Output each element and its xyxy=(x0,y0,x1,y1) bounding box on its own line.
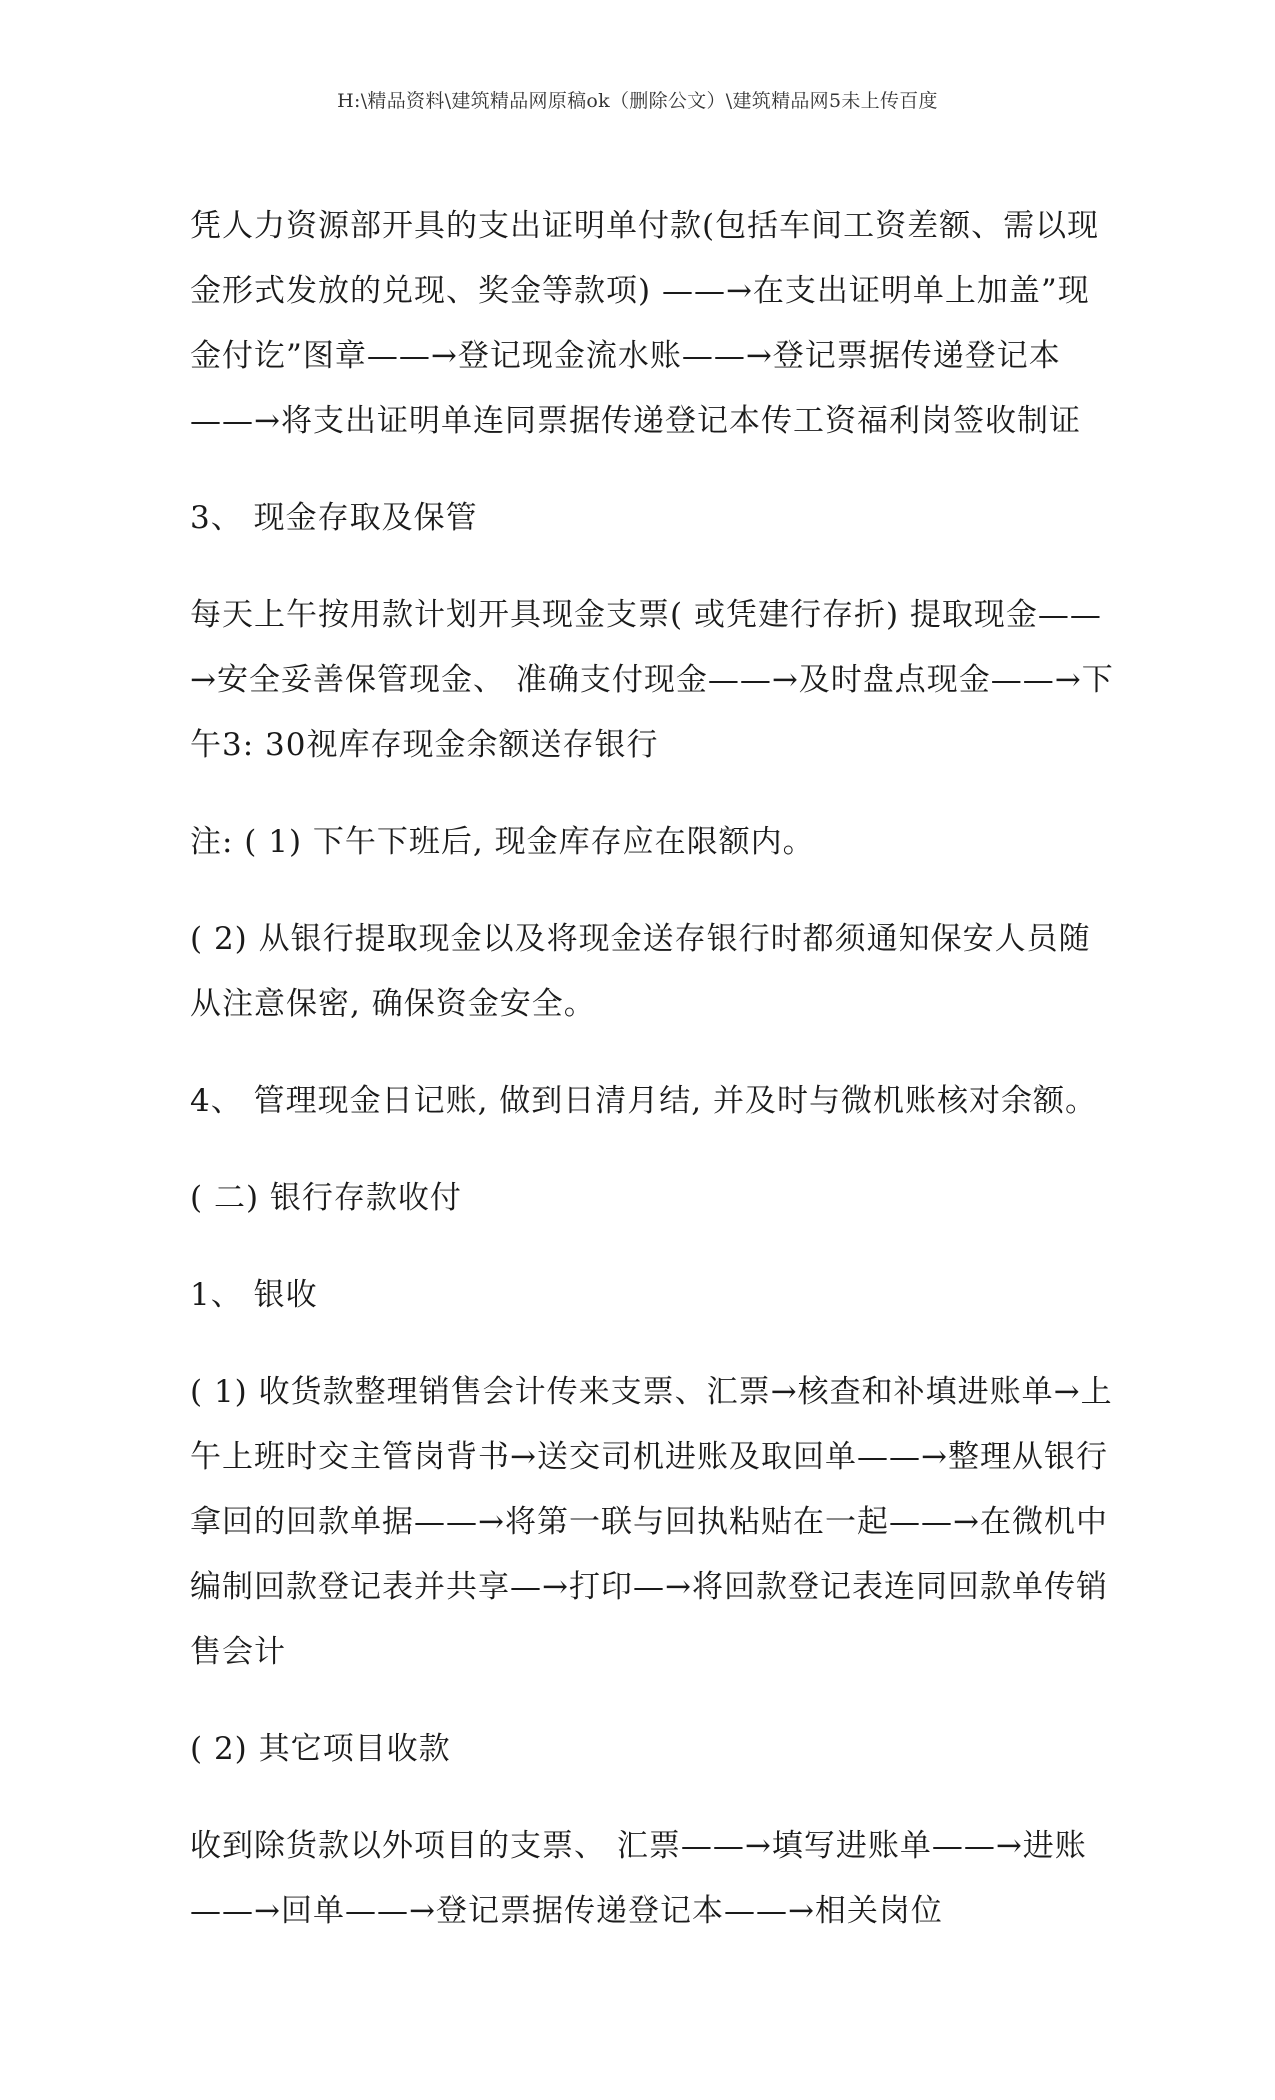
paragraph-other-receipts: 收到除货款以外项目的支票、 汇票——→填写进账单——→进账——→回单——→登记票据传递登记本——→相关岗位 xyxy=(190,1828,1087,1929)
subsection-heading-other-receipts: ( 2) 其它项目收款 xyxy=(190,1731,451,1767)
note-2: ( 2) 从银行提取现金以及将现金送存银行时都须通知保安人员随从注意保密, 确保资金安全。 xyxy=(190,921,1091,1022)
section-heading-cash-storage: 3、 现金存取及保管 xyxy=(190,500,478,536)
paragraph-payment-procedure: 凭人力资源部开具的支出证明单付款(包括车间工资差额、需以现金形式发放的兑现、奖金等款项) ——→在支出证明单上加盖”现金付讫”图章——→登记现金流水账——→登记票据传递登记本——→将支出证明单连同票据传递登记本传工资福利岗签收制证 xyxy=(190,208,1100,439)
subsection-heading-bank-receipts: 1、 银收 xyxy=(190,1277,318,1313)
document-body xyxy=(190,194,1120,1944)
paragraph-cash-withdrawal: 每天上午按用款计划开具现金支票( 或凭建行存折) 提取现金——→安全妥善保管现金、 准确支付现金——→及时盘点现金——→下午3: 30视库存现金余额送存银行 xyxy=(190,597,1114,763)
note-1: 注: ( 1) 下午下班后, 现金库存应在限额内。 xyxy=(190,824,815,860)
section-heading-bank-deposit: ( 二) 银行存款收付 xyxy=(190,1180,462,1216)
section-heading-cash-journal: 4、 管理现金日记账, 做到日清月结, 并及时与微机账核对余额。 xyxy=(190,1083,1097,1119)
file-path-header: H:\精品资料\建筑精品网原稿ok（删除公文）\建筑精品网5未上传百度 xyxy=(337,90,938,112)
paragraph-payment-receipts: ( 1) 收货款整理销售会计传来支票、汇票→核查和补填进账单→上午上班时交主管岗背书→送交司机进账及取回单——→整理从银行拿回的回款单据——→将第一联与回执粘贴在一起——→在微机中编制回款登记表并共享—→打印—→将回款登记表连同回款单传销售会计 xyxy=(190,1374,1113,1670)
